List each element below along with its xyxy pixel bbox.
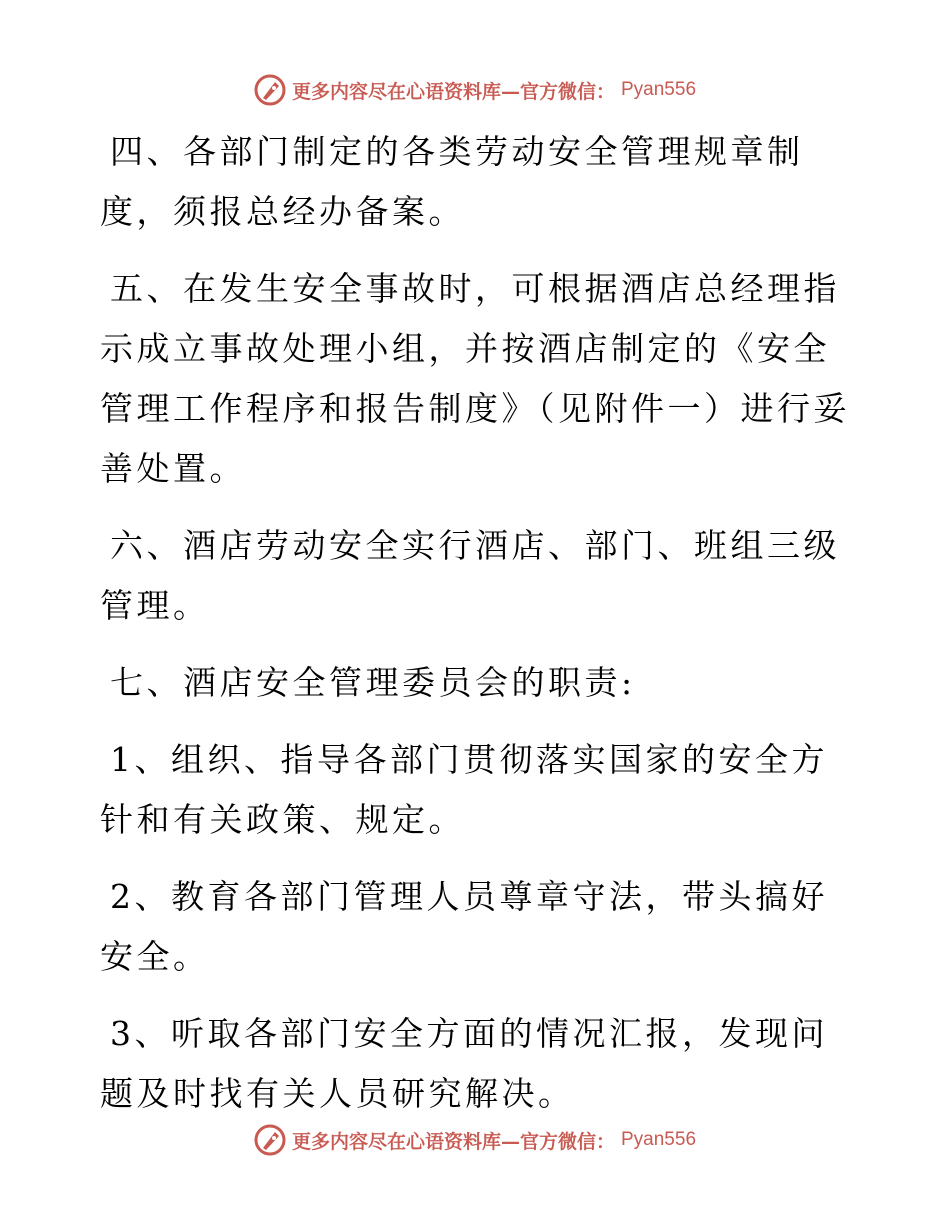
- watermark-wechat-id: Pyan556: [621, 1129, 697, 1150]
- duty-item-1: 1、组织、指导各部门贯彻落实国家的安全方针和有关政策、规定。: [100, 740, 828, 839]
- watermark-text: 更多内容尽在心语资料库—官方微信：: [291, 1130, 615, 1153]
- header-watermark: [0, 70, 950, 110]
- paragraph-5: 五、在发生安全事故时，可根据酒店总经理指示成立事故处理小组，并按酒店制定的《安全管理工作程序和报告制度》（见附件一）进行妥善处置。: [100, 269, 850, 488]
- footer-watermark: [0, 1120, 950, 1160]
- paragraph-7-heading: 七、酒店安全管理委员会的职责:: [110, 663, 636, 702]
- watermark-wechat-id: Pyan556: [621, 79, 697, 100]
- pen-nib-logo-icon: [254, 74, 286, 106]
- duty-item-2: 2、教育各部门管理人员尊章守法，带头搞好安全。: [100, 877, 828, 976]
- duty-item-3: 3、听取各部门安全方面的情况汇报，发现问题及时找有关人员研究解决。: [100, 1014, 828, 1113]
- pen-nib-logo-icon: [254, 1124, 286, 1156]
- document-body: [100, 122, 860, 1141]
- watermark-text: 更多内容尽在心语资料库—官方微信：: [291, 80, 615, 103]
- paragraph-6: 六、酒店劳动安全实行酒店、部门、班组三级管理。: [100, 526, 840, 625]
- paragraph-4: 四、各部门制定的各类劳动安全管理规章制度，须报总经办备案。: [100, 132, 804, 231]
